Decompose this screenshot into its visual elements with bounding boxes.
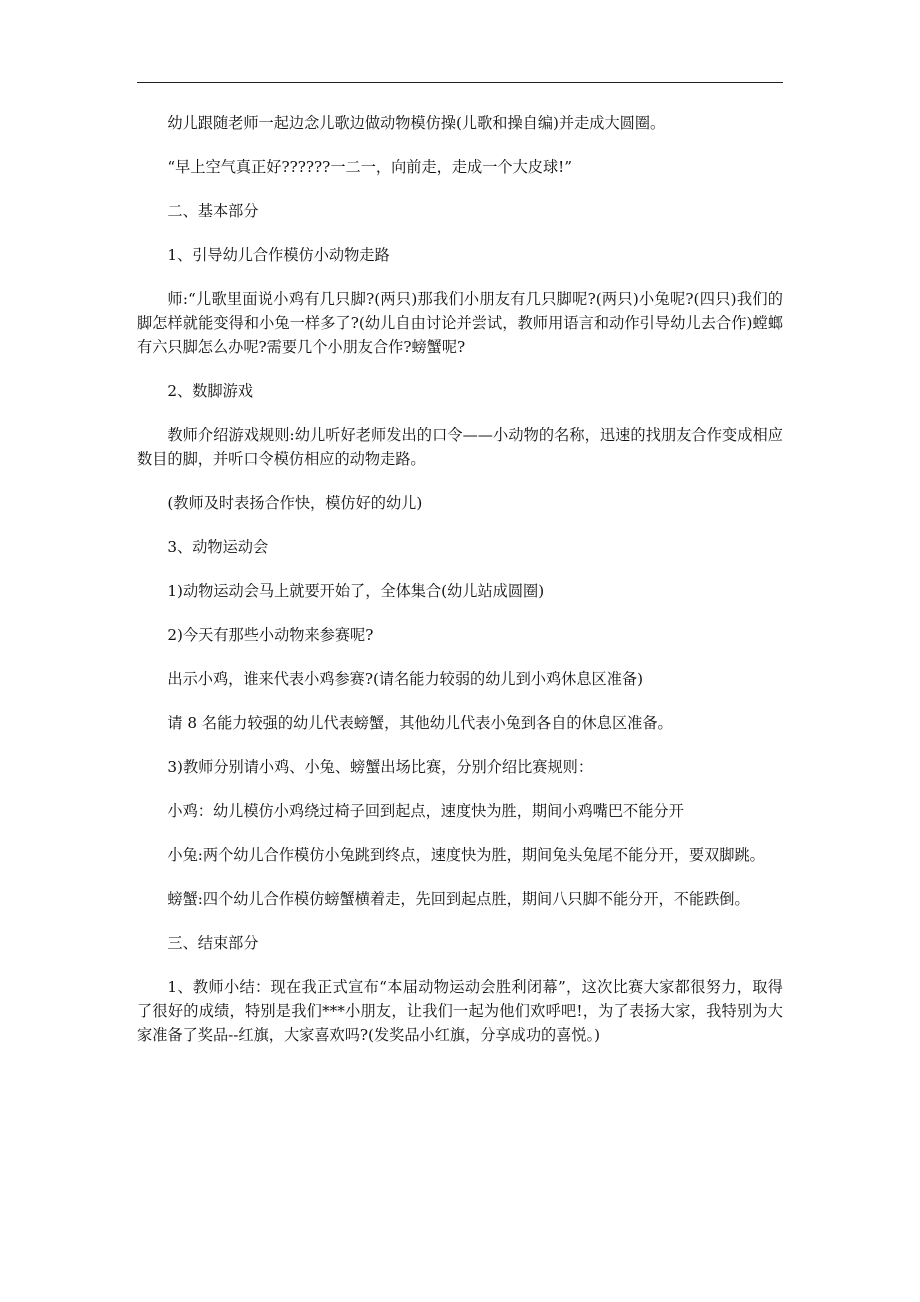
section-heading-basic-part: 二、基本部分 [167,202,259,220]
paragraph-chick: 出示小鸡，谁来代表小鸡参赛?(请名能力较弱的幼儿到小鸡休息区准备) [167,670,644,688]
section-heading-ending-part: 三、结束部分 [167,934,259,952]
list-item-3: 3)教师分别请小鸡、小兔、螃蟹出场比赛，分别介绍比赛规则： [167,758,594,776]
paragraph-crab-rabbit: 请 8 名能力较强的幼儿代表螃蟹，其他幼儿代表小兔到各自的休息区准备。 [167,714,673,732]
paragraph-game-rules: 教师介绍游戏规则:幼儿听好老师发出的口令——小动物的名称，迅速的找朋友合作变成相应数目的脚，并听口令模仿相应的动物走路。 [137,426,783,468]
document-body [137,111,783,1067]
paragraph-summary: 1、教师小结：现在我正式宣布“本届动物运动会胜利闭幕”，这次比赛大家都很努力，取得了很好的成绩，特别是我们***小朋友，让我们一起为他们欢呼吧!，为了表扬大家，我特别为大家准备了奖品--红旗，大家喜欢吗?(发奖品小红旗，分享成功的喜悦。) [137,978,783,1044]
subheading-2: 2、数脚游戏 [167,382,253,400]
paragraph-rabbit-rule: 小兔:两个幼儿合作模仿小兔跳到终点，速度快为胜，期间兔头兔尾不能分开，要双脚跳。 [167,846,765,864]
list-item-2: 2)今天有那些小动物来参赛呢? [167,626,374,644]
header-rule [137,82,783,83]
subheading-3: 3、动物运动会 [167,538,269,556]
paragraph-crab-rule: 螃蟹:四个幼儿合作模仿螃蟹横着走，先回到起点胜，期间八只脚不能分开，不能跌倒。 [167,890,750,908]
list-item-1: 1)动物运动会马上就要开始了，全体集合(幼儿站成圆圈) [167,582,545,600]
subheading-1: 1、引导幼儿合作模仿小动物走路 [167,246,390,264]
paragraph-chick-rule: 小鸡：幼儿模仿小鸡绕过椅子回到起点，速度快为胜，期间小鸡嘴巴不能分开 [167,802,684,820]
paragraph-praise-note: (教师及时表扬合作快，模仿好的幼儿) [167,494,423,512]
paragraph-2: “早上空气真正好??????一二一，向前走，走成一个大皮球!” [167,158,573,176]
paragraph-1: 幼儿跟随老师一起边念儿歌边做动物模仿操(儿歌和操自编)并走成大圆圈。 [167,114,666,132]
paragraph-teacher-dialogue: 师:“儿歌里面说小鸡有几只脚?(两只)那我们小朋友有几只脚呢?(两只)小兔呢?(四只)我们的脚怎样就能变得和小兔一样多了?(幼儿自由讨论并尝试，教师用语言和动作引导幼儿去合作)螳螂有六只脚怎么办呢?需要几个小朋友合作?螃蟹呢? [137,290,783,356]
